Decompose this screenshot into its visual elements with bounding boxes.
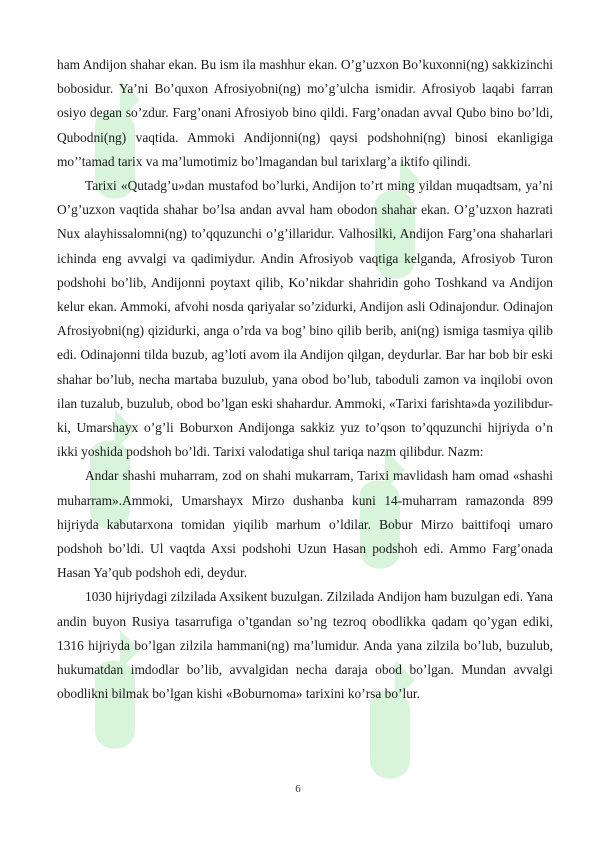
paragraph: Andar shashi muharram, zod on shahi mukarram, Tarixi mavlidash ham omad «shashi muharram».Ammoki, Umarshayx Mirzo dushanba kuni 14-muharram ramazonda 899 hijriyda kabutarxona tomidan yiqilib marhum o’ldilar. Bobur Mirzo baittifoqi umaro podshoh bo’ldi. Ul vaqtda Axsi podshohi Uzun Hasan podshoh edi. Ammo Farg’onada Hasan Ya’qub podshoh edi, deydur. bbox=[57, 468, 553, 581]
paragraph: Tarixi «Qutadg’u»dan mustafod bo’lurki, Andijon to’rt ming yildan muqadtsam, ya’ni O’g’uzxon vaqtida shahar bo’lsa andan avval ham obodon shahar ekan. O’g’uzxon hazrati Nux alayhissalomni(ng) to’qquzunchi o’g’illaridur. Valhosilki, Andijon Farg’ona shaharlari ichinda eng avvalgi va qadimiydur. Andin Afrosiyob vaqtiga kelganda, Afrosiyob Turon podshohi bo’lib, Andijonni poytaxt qilib, Ko’nikdar shahridin goho Toshkand va Andijon kelur ekan. Ammoki, afvohi nosda qariyalar so’zidurki, Andijon asli Odinajondur. Odinajon Afrosiyobni(ng) qizidurki, anga o’rda va bog’ bino qilib berib, ani(ng) ismiga tasmiya qilib edi. Odinajonni tilda buzub, ag’loti avom ila Andijon qilgan, deydurlar. Bar har bob bir eski shahar bo’lub, necha martaba buzulub, yana obod bo’lub, taboduli zamon va inqilobi ovon ilan tuzalub, buzulub, obod bo’lgan eski shahardur. Ammoki, «Tarixi farishta»da yozilibdur-ki, Umarshayx o’g’li Boburxon Andijonga sakkiz yuz to’qson to’qquzunchi hijriyda o’n ikki yoshida podshoh bo’ldi. Tarixi valodatiga shul tariqa nazm qilibdur. Nazm: bbox=[57, 178, 553, 460]
paragraph: ham Andijon shahar ekan. Bu ism ila mashhur ekan. O’g’uzxon Bo’kuxonni(ng) sakkizinchi bobosidur. Ya’ni Bo’quxon Afrosiyobni(ng) mo’g’ulcha ismidir. Afrosiyob laqabi farran osiyo degan so’zdur. Farg’onani Afrosiyob bino qildi. Farg’onadan avval Qubo bino bo’ldi, Qubodni(ng) vaqtida. Ammoki Andijonni(ng) qaysi podshohni(ng) binosi ekanligiga mo’’tamad tarix va ma’lumotimiz bo’lmagandan bul tarixlarg’a iktifo qilindi. bbox=[57, 57, 553, 169]
paragraph: 1030 hijriydagi zilzilada Axsikent buzulgan. Zilzilada Andijon ham buzulgan edi. Yana andin buyon Rusiya tasarrufiga o’tgandan so’ng tezroq obodlikka qadam qo’ygan ediki, 1316 hijriyda bo’lgan zilzila hammani(ng) ma’lumidur. Anda yana zilzila bo’lub, buzulub, hukumatdan imdodlar bo’lib, avvalgidan necha daraja obod bo’lgan. Mundan avvalgi obodlikni bilmak bo’lgan kishi «Boburnoma» tarixini ko’rsa bo’lur. bbox=[57, 589, 553, 702]
page-number: 6 bbox=[295, 783, 301, 795]
body-text bbox=[57, 53, 553, 706]
